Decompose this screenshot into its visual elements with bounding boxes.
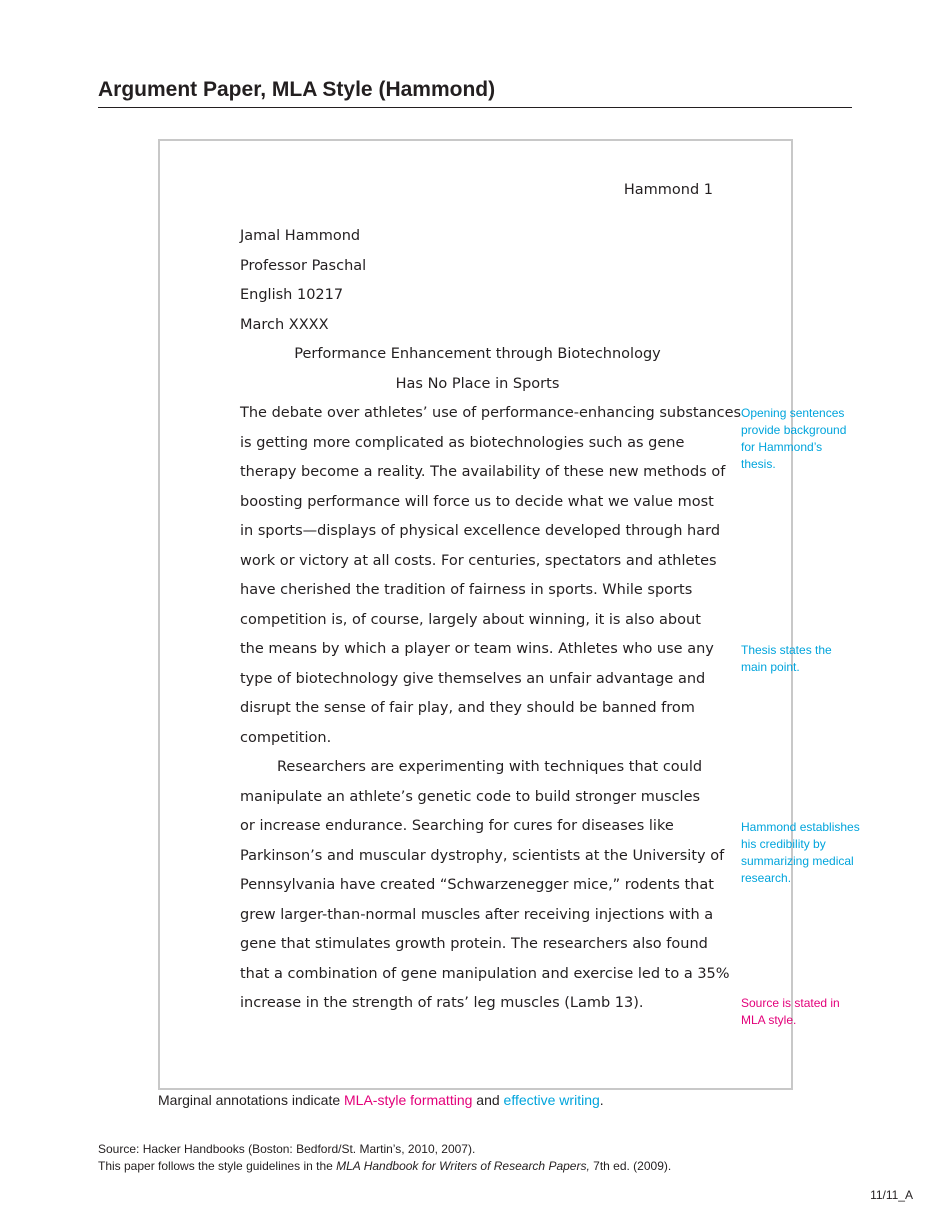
source-note <box>98 1141 671 1175</box>
paper-date: March XXXX <box>240 316 329 333</box>
annotation-legend: Marginal annotations indicate MLA-style formatting and effective writing. <box>158 1092 604 1108</box>
paper-body <box>240 399 742 1019</box>
annotation-thesis: Thesis states the main point. <box>741 643 832 674</box>
document-code: 11/11_A <box>870 1188 913 1202</box>
legend-writing-label: effective writing <box>503 1092 600 1108</box>
style-guide-line: This paper follows the style guidelines in the MLA Handbook for Writers of Research Papers, 7th ed. (2009). <box>98 1159 672 1173</box>
body-line: grew larger-than-normal muscles after receiving injections with a <box>240 906 714 923</box>
body-line: in sports—displays of physical excellence developed through hard <box>240 523 721 539</box>
handbook-title: MLA Handbook for Writers of Research Papers, <box>336 1159 590 1173</box>
paper-title-line: Has No Place in Sports <box>395 375 560 392</box>
body-line: therapy become a reality. The availability of these new methods of <box>240 464 726 480</box>
body-line: the means by which a player or team wins. Athletes who use any <box>240 641 714 657</box>
body-line: or increase endurance. Searching for cures for diseases like <box>240 818 674 834</box>
course-name: English 10217 <box>240 287 344 303</box>
paper-heading <box>240 222 715 399</box>
annotation-opening-sentences: Opening sentences provide background for Hammond’s thesis. <box>741 406 847 471</box>
body-line: Researchers are experimenting with techniques that could <box>277 759 703 775</box>
annotation-credibility: Hammond establishes his credibility by summarizing medical research. <box>741 820 860 885</box>
author-name: Jamal Hammond <box>240 228 361 244</box>
body-line: Parkinson’s and muscular dystrophy, scientists at the University of <box>240 847 725 864</box>
body-line: Pennsylvania have created “Schwarzenegger mice,” rodents that <box>240 877 714 893</box>
annotation-source-mla: Source is stated in MLA style. <box>741 996 840 1027</box>
body-line: boosting performance will force us to decide what we value most <box>240 493 714 510</box>
legend-mla-label: MLA-style formatting <box>344 1092 473 1108</box>
body-line: disrupt the sense of fair play, and they should be banned from <box>240 700 695 716</box>
body-line: that a combination of gene manipulation and exercise led to a 35% <box>240 965 730 982</box>
body-line: competition is, of course, largely about winning, it is also about <box>240 611 701 628</box>
instructor-name: Professor Paschal <box>240 257 367 274</box>
source-line: Source: Hacker Handbooks (Boston: Bedford/St. Martin’s, 2010, 2007). <box>98 1142 476 1156</box>
paper-title-line: Performance Enhancement through Biotechnology <box>294 346 661 362</box>
body-line: work or victory at all costs. For centuries, spectators and athletes <box>240 552 717 569</box>
body-line: The debate over athletes’ use of performance-enhancing substances <box>240 405 742 421</box>
body-line: increase in the strength of rats’ leg muscles (Lamb 13). <box>240 995 644 1011</box>
body-line: is getting more complicated as biotechnologies such as gene <box>240 434 685 451</box>
body-line: competition. <box>240 729 332 746</box>
paper-page <box>158 139 793 1090</box>
title-divider <box>98 107 852 108</box>
body-line: type of biotechnology give themselves an unfair advantage and <box>240 670 706 687</box>
running-head: Hammond 1 <box>623 182 713 198</box>
body-line: gene that stimulates growth protein. The researchers also found <box>240 936 708 952</box>
body-line: manipulate an athlete’s genetic code to build stronger muscles <box>240 788 701 805</box>
page-title: Argument Paper, MLA Style (Hammond) <box>98 78 496 101</box>
body-line: have cherished the tradition of fairness in sports. While sports <box>240 582 693 598</box>
